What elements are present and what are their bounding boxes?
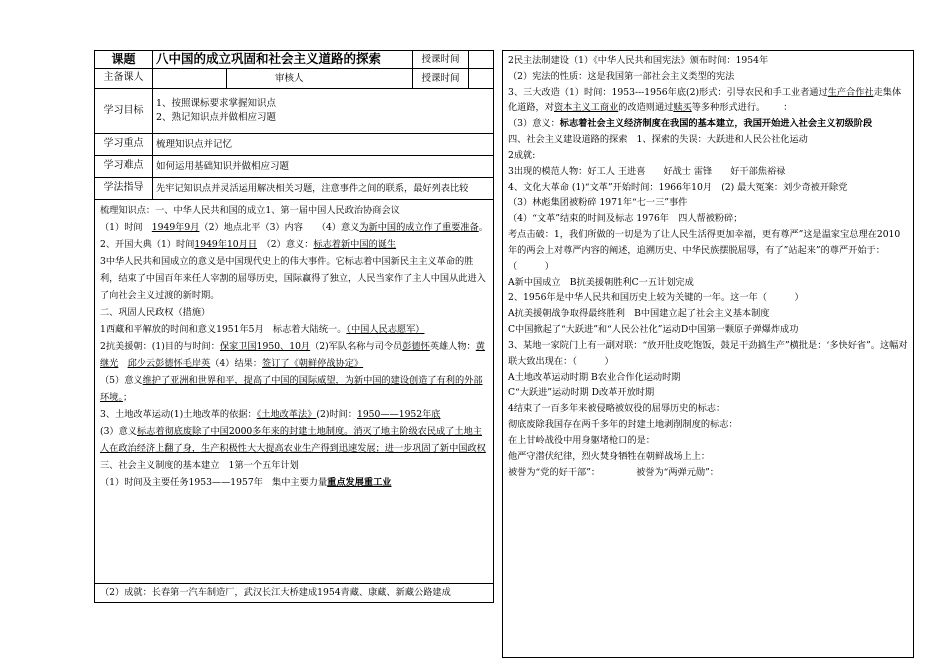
note-line: 2、1956年是中华人民共和国历史上较为关键的一年。这一年（ ） — [508, 292, 804, 304]
note-line: 1西藏和平解放的时间和意义1951年5月 标志着大陆统一。（中国人民志愿军） — [100, 324, 425, 336]
note-line: （3）意义：标志着社会主义经济制度在我国的基本建立，我国开始进入社会主义初级阶段 — [508, 118, 873, 130]
note-line: A土地改革运动时期 B农业合作化运动时期 — [508, 371, 681, 383]
preparer-row — [95, 69, 493, 89]
teach-time-label: 授课时间 — [413, 51, 469, 68]
note-line: （1）时间及主要任务1953——1957年 集中主要力量重点发展重工业 — [100, 477, 392, 489]
note-line: 2抗美援朝：(1)目的与时间：保家卫国1950、10月（2)军队名称与司令员彭德怀英雄人物：黄继光 邱少云彭德怀毛岸英（4）结果：签订了《朝鲜停战协定》 — [100, 341, 485, 370]
note-line: （4）“文革”结束的时间及标志 1976年 四人帮被粉碎； — [508, 213, 743, 225]
note-line: 4结束了一百多年来被侵略被奴役的屈辱历史的标志： — [508, 403, 726, 415]
note-line: （1）时间 1949年9月（2）地点北平（3）内容 （4）意义为新中国的成立作了重要准备。 — [100, 222, 488, 234]
note-line: 2民主法制建设（1）《中华人民共和国宪法》颁布时间：1954年 — [508, 55, 769, 66]
achievement-row — [95, 584, 493, 602]
note-line: A抗美援朝战争取得最终胜利 B中国建立起了社会主义基本制度 — [508, 308, 770, 320]
note-line: 4、文化大革命 (1)“文革”开始时间：1966年10月 (2) 最大冤案：刘少奇被开除党 — [508, 181, 848, 193]
right-body — [503, 51, 913, 482]
preparer-label: 主备课人 — [95, 69, 153, 88]
reviewer-label: 审核人 — [227, 69, 413, 88]
note-line: (3）意义标志着彻底废除了中国2000多年来的封建土地制度。消灭了地主阶级农民成了土地主人在政治经济上翻了身，生产积极性大大提高农业生产得到迅速发展；进一步巩固了新中国政权 三、社会主义制度的基本建立 1第一个五年计划 — [100, 426, 486, 472]
note-line: 被誉为“党的好干部”： 被誉为“两弹元勋”： — [508, 466, 719, 478]
focus-row — [95, 134, 493, 156]
goal-2: 2、熟记知识点并做相应习题 — [156, 112, 277, 123]
note-line: 彻底废除我国存在两千多年的封建土地剥削制度的标志： — [508, 419, 738, 431]
goal-content — [153, 89, 493, 133]
note-line: A新中国成立 B抗美援朝胜利C一五计划完成 — [508, 276, 694, 288]
teach-time-value-2 — [469, 69, 493, 88]
note-line: 四、社会主义建设道路的探索 1、探索的失误：大跃进和人民公社化运动 — [508, 134, 808, 146]
notes-row — [95, 200, 493, 584]
note-para: 考点击破：1，我们所做的一切是为了让人民生活得更加幸福，更有尊严”这是温家宝总理在2010年的两会上对尊严内容的阐述，追溯历史、中华民族摆脱屈辱，有了”站起来”的尊严开始于：（ ） — [508, 229, 901, 272]
topic-title: 八中国的成立巩固和社会主义道路的探索 — [153, 51, 413, 68]
note-para: 3、某地一家院门上有一副对联：“放开肚皮吃饱饭，鼓足干劲搞生产”横批是：‘多快好省”。这幅对联大致出现在：（ ） — [508, 339, 908, 367]
teach-time-value — [469, 51, 493, 68]
preparer-value — [153, 69, 227, 88]
note-line: 3、三大改造（1）时间：1953---1956年底(2)形式：引导农民和手工业者通过生产合作社走集体化道路，对资本主义工商业的改造则通过赎买等多种形式进行。 ： — [508, 86, 902, 114]
note-line: 3出现的模范人物：好工人 王进喜 好战士 雷锋 好干部焦裕禄 — [508, 165, 786, 177]
method-row — [95, 178, 493, 200]
focus-content: 梳理知识点并记忆 — [156, 138, 233, 150]
note-line: （5）意义维护了亚洲和世界和平，提高了中国的国际威望，为新中国的建设创造了有利的外部环境。； — [100, 375, 483, 404]
notes-body — [95, 200, 493, 583]
topic-label: 课题 — [95, 51, 153, 68]
note-line: 2、开国大典（1）时间1949年10月日 （2）意义：标志着新中国的诞生 — [100, 239, 397, 251]
difficulty-content: 如何运用基础知识并做相应习题 — [156, 160, 290, 172]
difficulty-label: 学习难点 — [95, 156, 153, 177]
right-panel — [502, 50, 914, 658]
note-line: C中国掀起了“大跃进”和“人民公社化”运动D中国第一颗原子弹爆炸成功 — [508, 324, 799, 336]
goal-label: 学习目标 — [95, 89, 153, 133]
teach-time-label-2: 授课时间 — [413, 69, 469, 88]
achievement-text: （2）成就：长春第一汽车制造厂，武汉长江大桥建成1954青藏、康藏、新藏公路建成 — [100, 587, 451, 598]
left-table — [94, 50, 494, 603]
difficulty-row — [95, 156, 493, 178]
note-line: 他严守潜伏纪律，烈火焚身牺牲在朝鲜战场上上： — [508, 450, 711, 462]
note-para: 3中华人民共和国成立的意义是中国现代史上的伟大事件。它标志着中国新民主主义革命的胜利，结束了中国百年来任人宰割的屈辱历史，国际赢得了独立，人民当家作了主人中国从此进入了向社会主义过渡的新时期。 — [100, 256, 486, 302]
header-row — [95, 51, 493, 69]
method-content: 先牢记知识点并灵活运用解决相关习题，注意事件之间的联系，最好列表比较 — [156, 182, 469, 194]
method-label: 学法指导 — [95, 178, 153, 199]
note-line: 二、巩固人民政权（措施） — [100, 307, 211, 319]
goal-1: 1、按照课标要求掌握知识点 — [156, 98, 277, 110]
note-line: 在上甘岭战役中用身躯堵枪口的是： — [508, 434, 655, 446]
note-line: 2成就: — [508, 149, 536, 161]
goal-row — [95, 89, 493, 134]
note-line: C“大跃进”运动时期 D改革开放时期 — [508, 387, 655, 399]
note-line: 梳理知识点：一、中华人民共和国的成立1、第一届中国人民政治协商会议 — [100, 205, 400, 216]
note-line: （3）林彪集团被粉碎 1971年“七一三”事件 — [508, 197, 688, 209]
note-line: （2）宪法的性质：这是我国第一部社会主义类型的宪法 — [508, 70, 735, 82]
focus-label: 学习重点 — [95, 134, 153, 155]
note-line: 3、土地改革运动(1)土地改革的依据：《土地改革法》(2)时间：1950——1952年底 — [100, 409, 441, 421]
